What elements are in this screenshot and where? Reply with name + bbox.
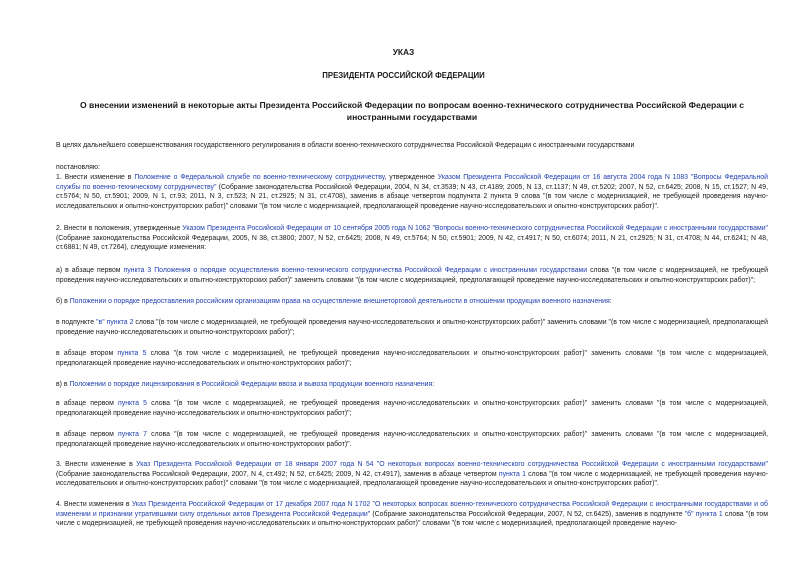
- subject-line-1: О внесении изменений в некоторые акты Президента Российской Федерации по вопросам военно-технического сотрудничества Российской Федерации с: [79, 100, 745, 110]
- item-2a: а) в абзаце первом пункта 3 Положения о порядке осуществления военно-технического сотрудничества Российской Федерации с иностранными государствами слова "(в том числе с модернизацией, не требующей проведения научно-исследовательских и опытно-конструкторских работ)" заменить словами "(в том числе с модернизацией, предполагающей проведение научно-исследовательских и опытно-конструкторских работ)";: [56, 267, 768, 284]
- link-punkt-7[interactable]: пункта 7: [118, 431, 148, 438]
- item-3: 3. Внести изменение в Указ Президента Российской Федерации от 18 января 2007 года N 54 "О некоторых вопросах военно-технического сотрудничества Российской Федерации с иностранными государствами" (Собрание законодательства Российской Федерации, 2007, N 4, ст.492; N 52, ст.6425; 2009, N 42, ст.4917), заменив в абзаце четвертом пункта 1 слова "(в том числе с модернизацией, не требующей проведения научно-исследовательских и опытно-конструкторских работ)" словами "(в том числе с модернизацией, предполагающей проведение научно-исследовательских и опытно-конструкторских работ)".: [56, 461, 768, 487]
- link-punkt-1[interactable]: пункта 1: [498, 470, 526, 478]
- item-2c-1: в абзаце первом пункта 5 слова "(в том числе с модернизацией, не требующей проведения научно-исследовательских и опытно-конструкторских работ)" заменить словами "(в том числе с модернизацией, предполагающей проведение научно-исследовательских и опытно-конструкторских работ)";: [56, 400, 768, 417]
- item-2b-1: в подпункте "в" пункта 2 слова "(в том числе с модернизацией, не требующей проведения научно-исследовательских и опытно-конструкторских работ)" заменить словами "(в том числе с модернизацией, предполагающей проведение научно-исследовательских и опытно-конструкторских работ)";: [56, 319, 768, 336]
- link-polozhenie-vneshnetorg[interactable]: Положении о порядке предоставления российским организациям права на осуществление внешнеторговой деятельности в отношении продукции военного назначения: [69, 298, 610, 305]
- link-punkt-5-a[interactable]: пункта 5: [117, 350, 147, 357]
- link-ukaz-1702[interactable]: Указ Президента Российской Федерации от 17 декабря 2007 года N 1702 "О некоторых вопросах военно-технического сотрудничества Российской Федерации с иностранными государствами и об изменении и признании утратившими силу отдельных актов Президента Российской Федерации": [56, 501, 768, 518]
- link-polozhenie-fsvts[interactable]: Положение о Федеральной службе по военно-техническому сотрудничеству: [134, 174, 385, 181]
- item-2b-2: в абзаце втором пункта 5 слова "(в том числе с модернизацией, не требующей проведения научно-исследовательских и опытно-конструкторских работ)" заменить словами "(в том числе с модернизацией, предполагающей проведение научно-исследовательских и опытно-конструкторских работ)";: [56, 350, 768, 367]
- item-4: 4. Внести изменения в Указ Президента Российской Федерации от 17 декабря 2007 года N 1702 "О некоторых вопросах военно-технического сотрудничества Российской Федерации с иностранными государствами и об изменении и признании утратившими силу отдельных актов Президента Российской Федерации" (Собрание законодательства Российской Федерации, 2007, N 52, ст.6425), заменив в подпункте "б" пункта 1 слова "(в том числе с модернизацией, не требующей проведения научно-исследовательских и опытно-конструкторских работ)" словами "(в том числе с модернизацией, предполагающей проведение научно-: [56, 501, 768, 527]
- document-subject: [56, 99, 768, 123]
- link-ukaz-1062[interactable]: Указом Президента Российской Федерации от 10 сентября 2005 года N 1062 "Вопросы военно-технического сотрудничества Российской Федерации с иностранными государствами": [182, 225, 768, 232]
- preamble: В целях дальнейшего совершенствования государственного регулирования в области военно-технического сотрудничества Российской Федерации с иностранными государствами: [56, 142, 635, 149]
- link-punkt-5-b[interactable]: пункта 5: [118, 400, 148, 407]
- subject-line-2: иностранными государствами: [346, 112, 478, 122]
- link-punkt-3[interactable]: пункта 3 Положения о порядке осуществления военно-технического сотрудничества Российской Федерации с иностранными государствами: [123, 267, 588, 274]
- link-podpunkt-b-punkt-1[interactable]: "б" пункта 1: [684, 510, 723, 518]
- link-ukaz-1083[interactable]: Указом Президента Российской Федерации от 16 августа 2004 года N 1083 "Вопросы Федеральной службы по военно-техническому сотрудничеству": [56, 174, 768, 191]
- link-ukaz-54[interactable]: Указ Президента Российской Федерации от 18 января 2007 года N 54 "О некоторых вопросах военно-технического сотрудничества Российской Федерации с иностранными государствами": [136, 461, 768, 468]
- item-2c: в) в Положении о порядке лицензирования в Российской Федерации ввоза и вывоза продукции военного назначения:: [56, 381, 435, 388]
- item-2c-2: в абзаце первом пункта 7 слова "(в том числе с модернизацией, не требующей проведения научно-исследовательских и опытно-конструкторских работ)" заменить словами "(в том числе с модернизацией, предполагающей проведение научно-исследовательских и опытно-конструкторских работ)".: [56, 431, 768, 448]
- document-subtitle: ПРЕЗИДЕНТА РОССИЙСКОЙ ФЕДЕРАЦИИ: [322, 71, 485, 80]
- link-podpunkt-v-punkt-2[interactable]: "в" пункта 2: [96, 319, 134, 326]
- link-polozhenie-licenzirovanie[interactable]: Положении о порядке лицензирования в Российской Федерации ввоза и вывоза продукции военного назначения: [69, 381, 433, 388]
- item-2: 2. Внести в положения, утвержденные Указом Президента Российской Федерации от 10 сентября 2005 года N 1062 "Вопросы военно-технического сотрудничества Российской Федерации с иностранными государствами" (Собрание законодательства Российской Федерации, 2005, N 38, ст.3800; 2007, N 52, ст.6425; 2008, N 49, ст.5764; N 50, ст.5901; 2009, N 42, ст.4917; N 50, ст.6074; 2011, N 21, ст.2925; N 31, ст.4708; N 44, ст.6241; N 48, ст.6881; N 49, ст.7264), следующие изменения:: [56, 225, 768, 251]
- item-1: 1. Внести изменение в Положение о Федеральной службе по военно-техническому сотрудничеству, утвержденное Указом Президента Российской Федерации от 16 августа 2004 года N 1083 "Вопросы Федеральной службы по военно-техническому сотрудничеству" (Собрание законодательства Российской Федерации, 2004, N 34, ст.3539; N 43, ст.4189; 2005, N 13, ст.1137; N 49, ст.5202; 2007, N 52, ст.6425; 2008, N 15, ст.1527; N 49, ст.5764; N 50, ст.5901; 2009, N 1, ст.93; 2011, N 3, ст.523; N 21, ст.2925; N 31, ст.4708), заменив в абзаце четвертом подпункта 2 пункта 9 слова "(в том числе с модернизацией, не требующей проведения научно-исследовательских и опытно-конструкторских работ)" словами "(в том числе с модернизацией, предполагающей проведение научно-исследовательских и опытно-конструкторских работ)".: [56, 174, 768, 210]
- item-2b: б) в Положении о порядке предоставления российским организациям права на осуществление внешнеторговой деятельности в отношении продукции военного назначения:: [56, 298, 612, 305]
- postanovlyayu: постановляю:: [56, 164, 100, 171]
- document-title: УКАЗ: [392, 47, 415, 57]
